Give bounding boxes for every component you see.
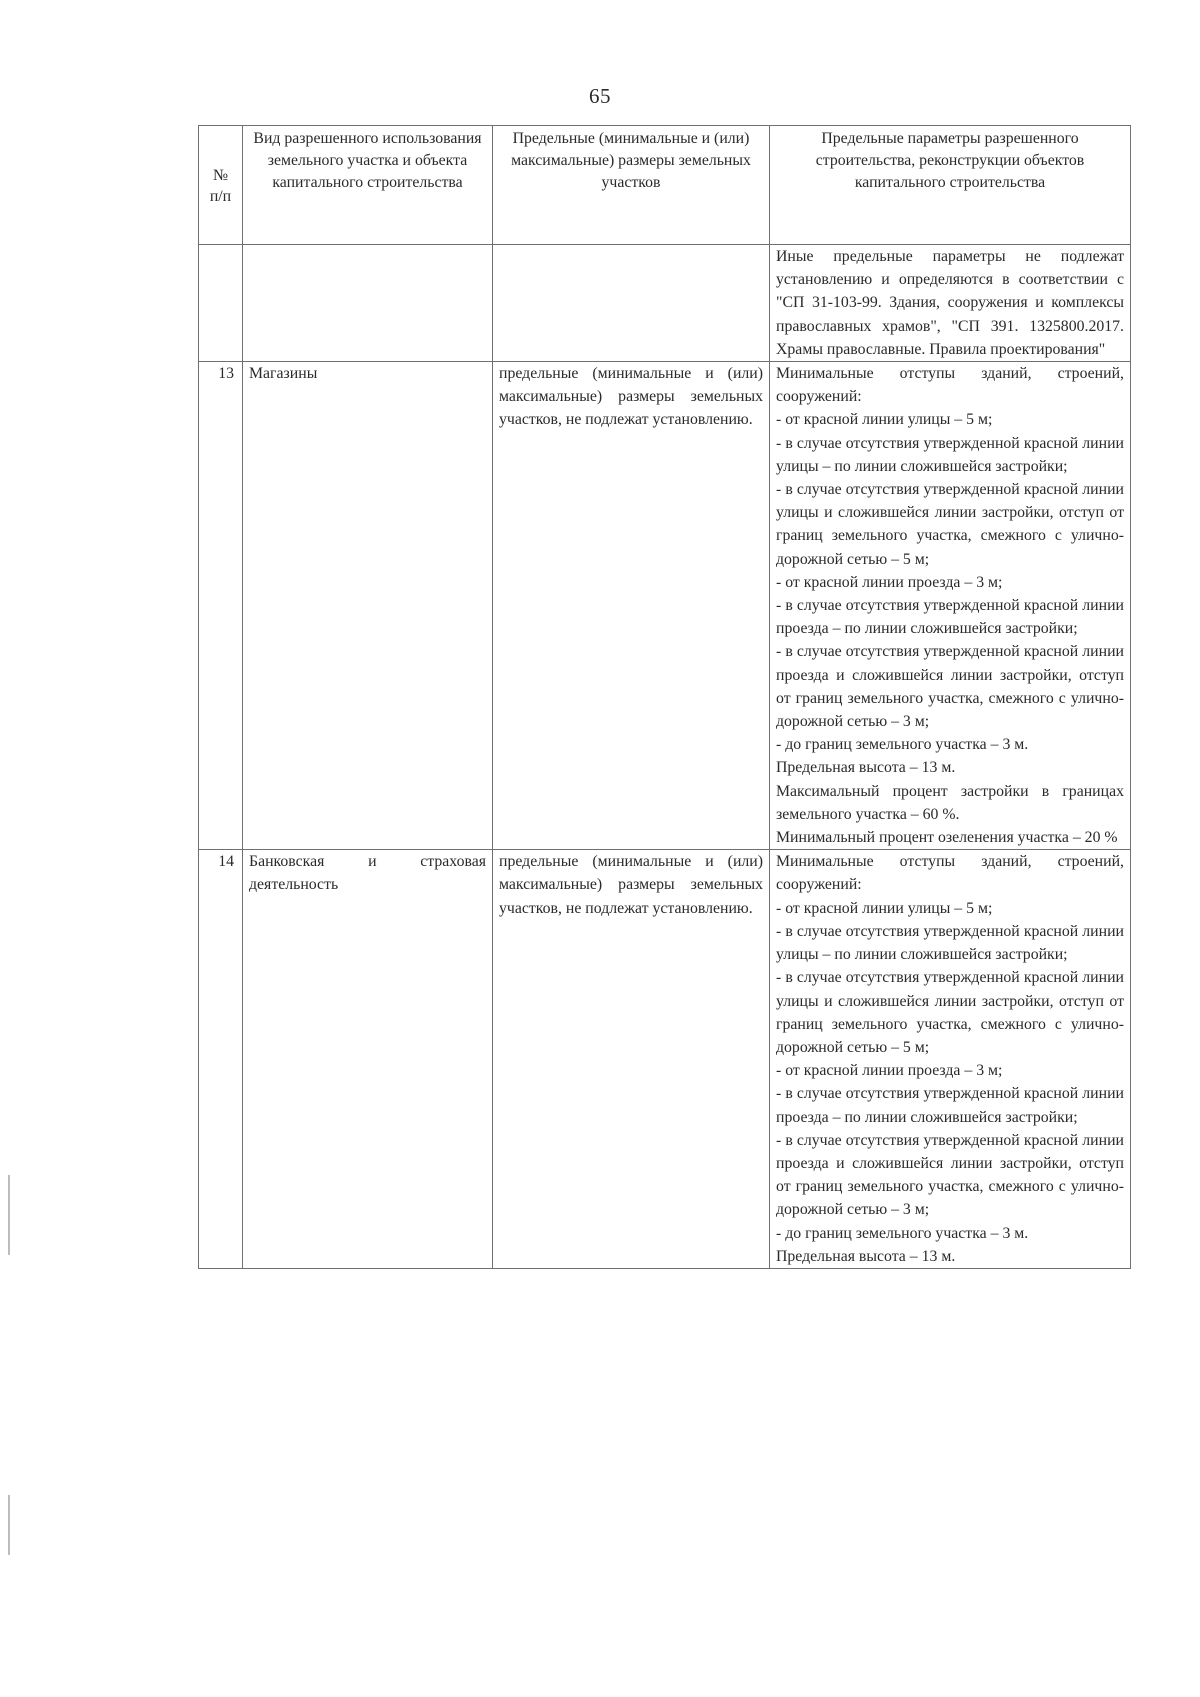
- table-row: [199, 362, 1131, 850]
- param-line: - в случае отсутствия утвержденной красной линии проезда и сложившейся линии застройки, отступ от границ земельного участка, смежного с улично-дорожной сетью – 3 м;: [776, 643, 1124, 731]
- param-line: Предельная высота – 13 м.: [776, 759, 956, 777]
- param-line: - в случае отсутствия утвержденной красной линии улицы и сложившейся линии застройки, отступ от границ земельного участка, смежного с улично-дорожной сетью – 5 м;: [776, 969, 1124, 1056]
- param-line: - в случае отсутствия утвержденной красной линии проезда – по линии сложившейся застройки;: [776, 597, 1124, 638]
- row-land-use: [243, 245, 493, 362]
- param-line: - от красной линии улицы – 5 м;: [776, 899, 993, 917]
- param-line: - в случае отсутствия утвержденной красной линии проезда – по линии сложившейся застройки;: [776, 1085, 1124, 1126]
- scan-margin-mark: [8, 1175, 10, 1255]
- param-line: Максимальный процент застройки в границах земельного участка – 60 %.: [776, 782, 1124, 823]
- param-line: - в случае отсутствия утвержденной красной линии улицы и сложившейся линии застройки, отступ от границ земельного участка, смежного с улично-дорожной сетью – 5 м;: [776, 481, 1124, 568]
- row-land-use: Магазины: [243, 362, 493, 850]
- row-plot-sizes: [493, 245, 770, 362]
- header-plot-size-limits: Предельные (минимальные и (или) максимальные) размеры земельных участков: [493, 126, 770, 245]
- table-header-row: [199, 126, 1131, 245]
- row-plot-sizes: предельные (минимальные и (или) максимальные) размеры земельных участков, не подлежат установлению.: [493, 850, 770, 1269]
- zoning-table: [198, 125, 1131, 1269]
- param-line: Минимальный процент озеленения участка – 20 %: [776, 829, 1118, 847]
- param-line: Минимальные отступы зданий, строений, сооружений:: [776, 853, 1124, 894]
- scan-margin-mark: [8, 1495, 10, 1555]
- param-line: - от красной линии улицы – 5 м;: [776, 411, 993, 429]
- row-number: 14: [199, 850, 243, 1269]
- row-parameters: [770, 362, 1131, 850]
- param-line: - в случае отсутствия утвержденной красной линии улицы – по линии сложившейся застройки;: [776, 922, 1124, 964]
- row-land-use: Банковская и страховая деятельность: [243, 850, 493, 1269]
- row-number: [199, 245, 243, 362]
- page-number: 65: [589, 84, 611, 108]
- param-line: - от красной линии проезда – 3 м;: [776, 1062, 1003, 1080]
- param-line: Минимальные отступы зданий, строений, сооружений:: [776, 365, 1124, 406]
- param-line: - в случае отсутствия утвержденной красной линии проезда и сложившейся линии застройки, отступ от границ земельного участка, смежного с улично-дорожной сетью – 3 м;: [776, 1131, 1124, 1219]
- param-line: - до границ земельного участка – 3 м.: [776, 736, 1029, 754]
- param-line: - от красной линии проезда – 3 м;: [776, 573, 1003, 591]
- header-construction-parameters: Предельные параметры разрешенного строительства, реконструкции объектов капитального строительства: [770, 126, 1131, 245]
- param-line: - в случае отсутствия утвержденной красной линии улицы – по линии сложившейся застройки;: [776, 434, 1124, 475]
- header-land-use-type: Вид разрешенного использования земельного участка и объекта капитального строительства: [243, 126, 493, 245]
- row-plot-sizes: предельные (минимальные и (или) максимальные) размеры земельных участков, не подлежат установлению.: [493, 362, 770, 850]
- param-line: - до границ земельного участка – 3 м.: [776, 1224, 1029, 1242]
- row-parameters: [770, 245, 1131, 362]
- row-number: 13: [199, 362, 243, 850]
- param-line: Предельная высота – 13 м.: [776, 1247, 956, 1265]
- header-number: № п/п: [199, 126, 243, 245]
- table-row: [199, 850, 1131, 1269]
- table-row: [199, 245, 1131, 362]
- row-parameters: [770, 850, 1131, 1269]
- param-line: Иные предельные параметры не подлежат установлению и определяются в соответствии с "СП 31-103-99. Здания, сооружения и комплексы православных храмов", "СП 391. 1325800.2017. Храмы православные. Правила проектирования": [776, 248, 1124, 358]
